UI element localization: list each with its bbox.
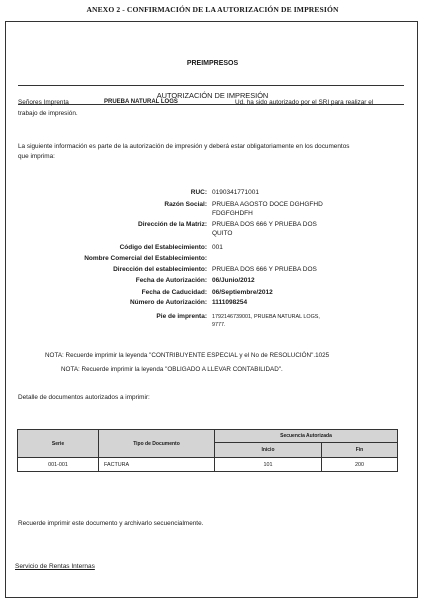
table-row xyxy=(18,458,398,472)
direccion-matriz-label: Dirección de la Matriz: xyxy=(138,221,207,228)
serie-header: Serie xyxy=(18,430,99,458)
pie-imprenta-value: 1792146739001, PRUEBA NATURAL LOGS, xyxy=(212,314,320,320)
document-frame xyxy=(5,21,418,598)
authorized-text: Ud. ha sido autorizado por el SRI para realizar el xyxy=(235,99,374,106)
documents-table xyxy=(17,429,398,472)
detail-title: Detalle de documentos autorizados a imprimir: xyxy=(18,394,150,401)
direccion-establecimiento-value: PRUEBA DOS 666 Y PRUEBA DOS xyxy=(212,266,317,273)
secuencia-header: Secuencia Autorizada xyxy=(215,430,398,443)
razon-social-value: PRUEBA AGOSTO DOCE DGHGFHD xyxy=(212,201,323,208)
ruc-value: 0190341771001 xyxy=(212,189,259,196)
razon-social-value-2: FDGFGHDFH xyxy=(212,210,253,217)
direccion-establecimiento-label: Dirección del establecimiento: xyxy=(113,266,207,273)
tipo-documento-header: Tipo de Documento xyxy=(99,430,215,458)
info-paragraph-line1: La siguiente información es parte de la autorización de impresión y deberá estar obligatoriamente en los documentos xyxy=(18,143,350,150)
sri-link[interactable]: Servicio de Rentas Internas xyxy=(15,563,95,570)
job-text: trabajo de impresión. xyxy=(18,110,78,117)
serie-cell: 001-001 xyxy=(18,458,99,472)
tipo-cell: FACTURA xyxy=(99,458,215,472)
printer-name: PRUEBA NATURAL LOGS xyxy=(104,99,178,105)
inicio-cell: 101 xyxy=(215,458,322,472)
fin-cell: 200 xyxy=(321,458,397,472)
fecha-caducidad-label: Fecha de Caducidad: xyxy=(141,289,207,296)
salutation: Señores Imprenta xyxy=(18,99,69,106)
preimpresos-heading: PREIMPRESOS xyxy=(186,60,239,67)
fin-header: Fin xyxy=(321,443,397,458)
codigo-establecimiento-label: Código del Establecimiento: xyxy=(119,244,207,251)
fecha-autorizacion-label: Fecha de Autorización: xyxy=(135,277,207,284)
info-paragraph-line2: que imprima: xyxy=(18,153,55,160)
ruc-label: RUC: xyxy=(190,189,207,196)
direccion-matriz-value: PRUEBA DOS 666 Y PRUEBA DOS xyxy=(212,221,317,228)
note-obligado-contabilidad: NOTA: Recuerde imprimir la leyenda "OBLIGADO A LLEVAR CONTABILIDAD". xyxy=(61,366,283,373)
authorization-title: AUTORIZACIÓN DE IMPRESIÓN xyxy=(156,91,269,100)
nombre-comercial-label: Nombre Comercial del Establecimiento: xyxy=(84,255,207,262)
fecha-caducidad-value: 06/Septiembre/2012 xyxy=(212,289,273,296)
divider-top xyxy=(18,85,404,86)
fecha-autorizacion-value: 06/Junio/2012 xyxy=(212,277,255,284)
numero-autorizacion-label: Número de Autorización: xyxy=(129,299,207,306)
razon-social-label: Razón Social: xyxy=(164,201,207,208)
note-contribuyente-especial: NOTA: Recuerde imprimir la leyenda "CONTRIBUYENTE ESPECIAL y el No de RESOLUCIÓN".1025 xyxy=(45,352,330,359)
inicio-header: Inicio xyxy=(215,443,322,458)
annex-title: ANEXO 2 - CONFIRMACIÓN DE LA AUTORIZACIÓN DE IMPRESIÓN xyxy=(86,5,339,14)
pie-imprenta-value-2: 9777. xyxy=(212,322,226,328)
pie-imprenta-label: Pie de imprenta: xyxy=(156,313,207,320)
codigo-establecimiento-value: 001 xyxy=(212,244,223,251)
direccion-matriz-value-2: QUITO xyxy=(212,230,233,237)
reminder-text: Recuerde imprimir este documento y archivarlo secuencialmente. xyxy=(18,520,204,527)
numero-autorizacion-value: 1111098254 xyxy=(212,299,248,306)
